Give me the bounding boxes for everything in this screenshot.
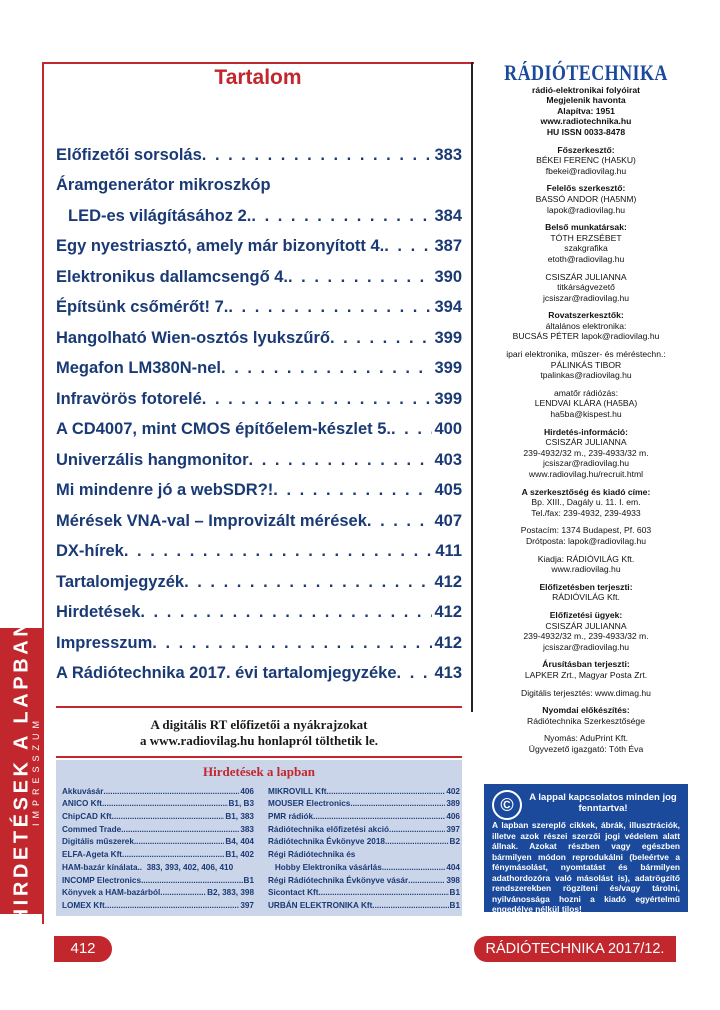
impressum-label: A szerkesztőség és kiadó címe:: [521, 486, 651, 497]
impressum-line: ipari elektronika, műszer- és méréstechn.:: [506, 349, 666, 360]
ad-pages: 397: [240, 900, 254, 910]
toc-entry-title: Egy nyestriasztó, amely már bizonyított 4.: [56, 237, 385, 255]
impressum-label: Árusításban terjeszti:: [542, 659, 630, 670]
toc-entry: [56, 195, 462, 226]
impressum-line: Kiadja: RÁDIÓVILÁG Kft.: [537, 553, 635, 564]
ad-leader: [121, 825, 239, 834]
impressum-header-line: Alapítva: 1951: [557, 105, 615, 116]
toc-entry: [56, 409, 462, 440]
spacer: [484, 698, 688, 705]
ad-pages: B1, 402: [225, 850, 254, 860]
toc-entry-title: Impresszum: [56, 633, 153, 652]
toc-entry: [56, 561, 462, 592]
impressum-label: Előfizetési ügyek:: [549, 609, 623, 620]
spacer: [484, 381, 688, 388]
ad-entry: [268, 783, 460, 796]
ad-pages: B1: [449, 888, 460, 898]
impressum-header-line: Megjelenik havonta: [546, 95, 626, 106]
toc-entry-page: 399: [434, 389, 462, 408]
magazine-logo: RÁDIÓTECHNIKA: [504, 60, 668, 85]
ad-leader: [350, 799, 445, 808]
toc-entry: [56, 439, 462, 470]
toc-entry-page: 412: [434, 572, 462, 591]
spacer: [484, 603, 688, 610]
toc-entry-page: 413: [434, 664, 462, 682]
impressum-line: www.radiovilag.hu: [551, 564, 621, 575]
ad-pages: 402: [446, 786, 460, 796]
toc-entry: [56, 378, 462, 409]
impressum-line: CSISZÁR JULIANNA: [545, 437, 627, 448]
impressum-line: jcsiszar@radiovilag.hu: [542, 292, 630, 303]
spacer: [484, 215, 688, 222]
toc-entry-title: Hirdetések: [56, 603, 141, 621]
impressum-line: PÁLINKÁS TIBOR: [550, 359, 622, 370]
toc-entry: [56, 165, 462, 196]
impressum-line: LENDVAI KLÁRA (HA5BA): [534, 398, 638, 409]
toc-entry: [56, 470, 462, 501]
ad-name: ChipCAD Kft.: [62, 812, 114, 822]
column-divider: [471, 62, 473, 712]
impressum-label: Előfizetésben terjeszti:: [539, 581, 633, 592]
ad-leader: [103, 787, 239, 796]
toc-leader: [202, 390, 433, 409]
toc-entry-page: 384: [434, 206, 462, 225]
ad-pages: B2: [449, 837, 460, 847]
toc-entry-title: A CD4007, mint CMOS építőelem-készlet 5.: [56, 420, 391, 438]
toc-entry: [56, 226, 462, 257]
impressum: [484, 60, 688, 754]
impressum-line: www.radiovilag.hu/recruit.html: [528, 469, 644, 479]
spacer: [484, 176, 688, 183]
spacer: [484, 518, 688, 525]
copyright-text: A lapban szereplő cikkek, ábrák, illusztrációk, illetve azok részei szerzői jogi védelem alatt állnak. Azokat részben vagy egészben bármilyen módon reprodukálni (beleértve a fénymásolást, nyomtatást és bármilyen adathordozóra való másolást is), adatrögzítő rendszerekben rögzíteni és/vagy tárolni, nyilvánossága hozni a kiadó egyértelmű engedélye nélkül tilos!: [492, 820, 680, 914]
ad-name: URBÁN ELEKTRONIKA Kft.: [268, 900, 375, 910]
impressum-label: Hirdetés-információ:: [543, 426, 629, 437]
impressum-line: CSISZÁR JULIANNA: [545, 620, 627, 631]
ad-pages: 406: [240, 786, 254, 796]
impressum-line: BÉKEI FERENC (HA5KU): [536, 155, 636, 166]
ad-leader: [389, 825, 445, 834]
toc-title: Tartalom: [214, 66, 302, 89]
ad-entry: [268, 872, 460, 885]
toc-leader: [202, 146, 433, 165]
ads-column-right: [268, 783, 460, 910]
impressum-line: 239-4932/32 m., 239-4933/32 m.: [523, 631, 649, 642]
spacer: [484, 420, 688, 427]
toc-entry: [56, 653, 462, 684]
ad-leader: [329, 787, 446, 796]
notice-line: a www.radiovilag.hu honlapról tölthetik le.: [140, 733, 378, 748]
toc-entry-page: 411: [435, 542, 462, 560]
ad-pages: 383: [240, 824, 254, 834]
ad-name: MOUSER Electronics: [268, 799, 351, 809]
toc-entry-page: 399: [434, 359, 462, 377]
impressum-line: Tel./fax: 239-4932, 239-4933: [531, 507, 641, 518]
ad-entry: [268, 796, 460, 809]
impressum-label: Főszerkesztő:: [557, 144, 615, 155]
toc-entry-title: A Rádiótechnika 2017. évi tartalomjegyzéke: [56, 664, 397, 682]
impressum-line: általános elektronika:: [545, 320, 627, 331]
ad-leader: [104, 799, 227, 808]
impressum-header-line: HU ISSN 0033-8478: [546, 126, 626, 137]
toc-leader: [124, 542, 434, 561]
toc-leader: [152, 634, 432, 653]
toc-leader: [140, 603, 432, 622]
impressum-label: Rovatszerkesztők:: [548, 310, 624, 321]
side-title: HIRDETÉSEK A LAPBAN: [10, 618, 33, 924]
notice-line: A digitális RT előfizetői a nyákrajzokat: [150, 717, 368, 732]
toc-leader: [184, 573, 432, 592]
impressum-line: lapok@radiovilag.hu: [547, 204, 625, 215]
ad-entry: [268, 821, 460, 834]
impressum-header-line: www.radiotechnika.hu: [540, 116, 632, 127]
ad-leader: [313, 812, 445, 821]
ad-name: LOMEX Kft.: [62, 900, 108, 910]
side-subtitle: IMPRESSZUM: [31, 715, 41, 827]
toc-entry-title: DX-hírek: [56, 542, 124, 560]
ad-entry: [62, 859, 254, 872]
toc-entry: [56, 256, 462, 287]
ad-entry: [62, 796, 254, 809]
ad-pages: 404: [446, 862, 460, 872]
toc-leader: [251, 207, 432, 226]
impressum-line: amatőr rádiózás:: [553, 387, 618, 398]
impressum-line: 239-4932/32 m., 239-4933/32 m.: [523, 447, 649, 458]
ads-index-box: [56, 760, 462, 916]
impressum-line: Nyomás: AduPrint Kft.: [543, 733, 629, 744]
ad-pages: 406: [446, 812, 460, 822]
impressum-line: BASSÓ ANDOR (HA5NM): [535, 193, 637, 204]
toc-entry-title: Építsünk csőmérőt! 7.: [56, 298, 229, 316]
spacer: [484, 138, 688, 145]
ad-entry: [268, 834, 460, 847]
spacer: [484, 575, 688, 582]
impressum-label: Felelős szerkesztő:: [546, 183, 626, 194]
impressum-line: Rádiótechnika Szerkesztősége: [527, 715, 645, 726]
ad-entry: [268, 859, 460, 872]
ad-name: Régi Rádiótechnika Évkönyve vásár: [268, 875, 409, 885]
ad-leader: [160, 888, 206, 897]
toc-entry-page: 412: [434, 633, 462, 652]
ad-entry: [62, 872, 254, 885]
ad-pages: B1, 383: [225, 812, 254, 822]
copyright-box: [484, 784, 688, 912]
ad-entry: [62, 834, 254, 847]
toc-entry: [56, 317, 462, 348]
impressum-line: Bp. XIII., Dagály u. 11. I. em.: [531, 497, 641, 508]
ad-name: Könyvek a HAM-bazárból: [62, 888, 161, 898]
ad-name: Rádiótechnika Évkönyve 2018: [268, 837, 385, 847]
toc-entry-title: LED-es világításához 2.: [68, 206, 252, 225]
toc-leader: [288, 268, 432, 287]
toc-leader: [367, 512, 433, 531]
ad-leader: [141, 876, 243, 885]
spacer: [484, 265, 688, 272]
ad-pages: 397: [446, 824, 460, 834]
impressum-line: CSISZÁR JULIANNA: [545, 271, 627, 282]
toc-entry-title: Tartalomjegyzék: [56, 572, 185, 591]
ad-entry: [268, 897, 460, 910]
download-notice: [56, 717, 462, 749]
ad-entry: [62, 783, 254, 796]
ad-pages: 398: [446, 875, 460, 885]
spacer: [484, 342, 688, 349]
toc-entry: [56, 531, 462, 562]
ad-leader: [124, 850, 224, 859]
ad-leader: [375, 901, 449, 910]
ad-name: HAM-bazár kínálata.. 383, 393, 402, 406, 410: [62, 862, 234, 872]
page-number: 412: [54, 936, 112, 962]
ad-entry: [62, 885, 254, 898]
ad-leader: [382, 863, 446, 872]
ad-leader: [107, 901, 239, 910]
table-of-contents: [56, 134, 462, 683]
impressum-label: Nyomdai előkészítés:: [542, 705, 630, 716]
toc-leader: [249, 451, 433, 470]
toc-entry-page: 399: [434, 328, 462, 347]
impressum-line: szakgrafika: [564, 243, 608, 254]
spacer: [484, 681, 688, 688]
divider-rule: [56, 756, 462, 758]
toc-entry-title: Elektronikus dallamcsengő 4.: [56, 267, 288, 286]
ad-leader: [385, 837, 449, 846]
impressum-line: Digitális terjesztés: www.dimag.hu: [521, 687, 651, 698]
ads-column-left: [62, 783, 254, 910]
toc-entry-title: Előfizetői sorsolás: [56, 145, 202, 164]
impressum-line: Postacím: 1374 Budapest, Pf. 603: [520, 525, 652, 536]
impressum-line: TÓTH ERZSÉBET: [550, 232, 622, 243]
toc-entry-page: 383: [434, 145, 462, 164]
toc-entry-page: 394: [434, 298, 462, 316]
toc-leader: [391, 420, 432, 439]
ad-name: ELFA-Ageta Kft.: [62, 850, 125, 860]
ads-title: Hirdetések a lapban: [203, 764, 315, 779]
ad-entry: [62, 821, 254, 834]
ad-entry: [268, 846, 460, 859]
toc-entry-page: 407: [434, 511, 462, 530]
toc-leader: [397, 664, 433, 683]
copyright-heading: A lappal kapcsolatos minden jog fenntartva!: [529, 792, 677, 814]
impressum-line: ha5ba@kispest.hu: [550, 409, 622, 420]
toc-entry-title: Hangolható Wien-osztós lyukszűrő: [56, 328, 330, 347]
spacer: [484, 480, 688, 487]
impressum-line: Drótposta: lapok@radiovilag.hu: [525, 535, 647, 546]
impressum-line: etoth@radiovilag.hu: [547, 253, 625, 264]
impressum-line: fbekei@radiovilag.hu: [545, 165, 627, 176]
ad-name: MIKROVILL Kft.: [268, 786, 329, 796]
ad-leader: [114, 812, 224, 821]
toc-leader: [221, 359, 432, 378]
ad-pages: B4, 404: [225, 837, 254, 847]
toc-entry-title: Áramgenerátor mikroszkóp: [56, 176, 271, 194]
impressum-line: BUCSÁS PÉTER lapok@radiovilag.hu: [512, 331, 660, 342]
ad-entry: [62, 808, 254, 821]
toc-leader: [384, 237, 432, 256]
spacer: [484, 652, 688, 659]
ad-name: Digitális műszerek: [62, 837, 134, 847]
ad-name: PMR rádiók: [268, 812, 314, 822]
toc-entry-page: 405: [434, 481, 462, 499]
impressum-line: jcsiszar@radiovilag.hu: [542, 458, 630, 469]
ad-entry: [62, 897, 254, 910]
ad-leader: [408, 876, 445, 885]
toc-entry: [56, 622, 462, 653]
ad-name: Rádiótechnika előfizetési akció: [268, 824, 390, 834]
impressum-line: jcsiszar@radiovilag.hu: [542, 641, 630, 652]
divider-rule: [56, 706, 462, 708]
toc-leader: [273, 481, 432, 500]
ad-name: Akkuvásár: [62, 786, 104, 796]
ad-pages: B1: [449, 900, 460, 910]
ad-entry: [62, 846, 254, 859]
toc-entry-page: 400: [434, 420, 462, 438]
toc-entry: [56, 287, 462, 318]
magazine-issue: RÁDIÓTECHNIKA 2017/12.: [474, 936, 676, 962]
impressum-line: tpalinkas@radiovilag.hu: [540, 370, 632, 381]
toc-entry: [56, 500, 462, 531]
ad-pages: B1, B3: [228, 799, 254, 809]
spacer: [484, 547, 688, 554]
ad-entry: [268, 808, 460, 821]
toc-entry-title: Infravörös fotorelé: [56, 389, 202, 408]
ad-pages: B2, 383, 398: [207, 888, 254, 898]
impressum-line: Ügyvezető igazgató: Tóth Éva: [528, 743, 644, 754]
ad-name: ANICO Kft.: [62, 799, 105, 809]
toc-entry: [56, 134, 462, 165]
ad-leader: [321, 888, 449, 897]
ad-name: Régi Rádiótechnika és: [268, 850, 356, 860]
toc-entry-title: Mérések VNA-val – Improvizált mérések: [56, 511, 367, 530]
impressum-line: RÁDIÓVILÁG Kft.: [552, 592, 620, 603]
toc-entry: [56, 348, 462, 379]
ad-name: Sicontact Kft.: [268, 888, 321, 898]
spacer: [484, 303, 688, 310]
ad-name: Commed Trade: [62, 824, 122, 834]
toc-entry-title: Megafon LM380N-nel: [56, 359, 222, 377]
impressum-line: titkárságvezető: [557, 282, 615, 293]
ad-entry: [268, 885, 460, 898]
spacer: [484, 726, 688, 733]
ad-name: INCOMP Electronics: [62, 875, 142, 885]
toc-entry-title: Mi mindenre jó a webSDR?!: [56, 481, 274, 499]
toc-entry-page: 390: [434, 267, 462, 286]
ad-leader: [134, 837, 224, 846]
toc-leader: [330, 329, 433, 348]
toc-entry-page: 412: [434, 603, 462, 621]
impressum-label: Belső munkatársak:: [545, 222, 627, 233]
impressum-line: LAPKER Zrt., Magyar Posta Zrt.: [524, 669, 648, 680]
toc-entry-title: Univerzális hangmonitor: [56, 450, 249, 469]
toc-entry-page: 387: [434, 237, 462, 255]
ad-pages: B1: [243, 875, 254, 885]
ad-pages: 389: [446, 799, 460, 809]
toc-entry-page: 403: [434, 450, 462, 469]
impressum-header-line: rádió-elektronikai folyóirat: [532, 84, 640, 95]
toc-leader: [228, 298, 432, 317]
copyright-icon: ©: [492, 790, 522, 820]
toc-entry: [56, 592, 462, 623]
ad-name: Hobby Elektronika vásárlás: [268, 862, 382, 872]
